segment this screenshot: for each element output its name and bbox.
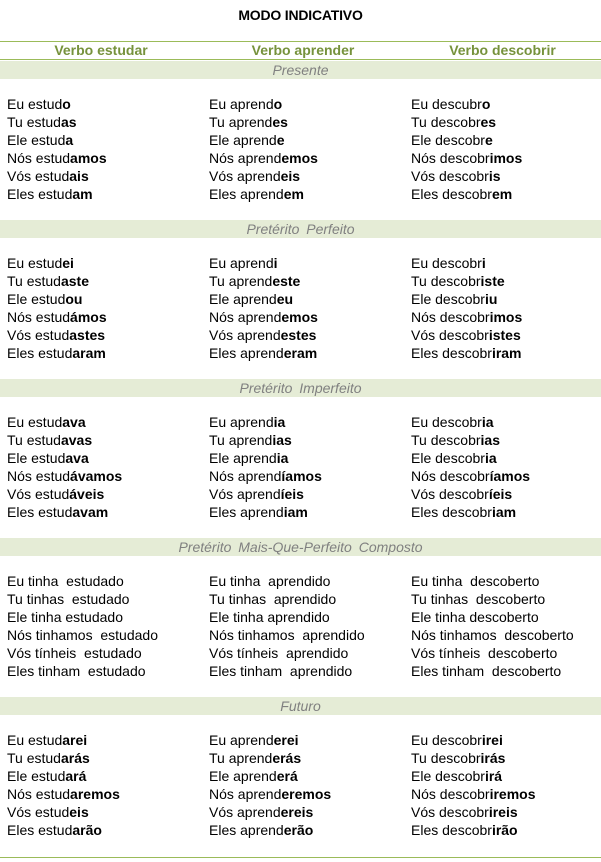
conjugation-row <box>209 272 318 290</box>
verb-stem: Tu aprend <box>209 273 273 289</box>
verb-ending: aram <box>72 345 106 361</box>
verb-stem: Tu descobr <box>411 273 481 289</box>
verb-ending: ias <box>272 432 292 448</box>
tense-section <box>0 379 601 521</box>
verb-stem: Ele descobr <box>411 132 485 148</box>
column-descobrir <box>411 413 530 521</box>
verb-stem: Vós descobr <box>411 168 489 184</box>
verb-stem: Nós tinhamos aprendido <box>209 627 365 643</box>
conjugation-row <box>7 644 158 662</box>
conjugation-row <box>411 113 522 131</box>
conjugation-row <box>7 572 158 590</box>
verb-ending: ámos <box>70 309 107 325</box>
verb-stem: Nós estud <box>7 468 71 484</box>
conjugation-row <box>7 821 120 839</box>
verb-stem: Tu tinhas aprendido <box>209 591 337 607</box>
conjugation-row <box>209 749 331 767</box>
verb-stem: Ele descobr <box>411 768 485 784</box>
verb-ending: erás <box>272 750 302 766</box>
conjugation-row <box>411 644 574 662</box>
conjugation-row <box>209 485 322 503</box>
verb-ending: astes <box>69 327 106 343</box>
conjugation-row <box>411 503 530 521</box>
verb-stem: Ele estud <box>7 132 66 148</box>
conjugation-row <box>209 503 322 521</box>
conjugation-row <box>7 785 120 803</box>
conjugation-row <box>411 326 522 344</box>
tense-band: Futuro <box>0 697 601 715</box>
column-estudar <box>7 572 158 680</box>
conjugation-row <box>411 344 522 362</box>
verb-stem: Nós aprend <box>209 786 282 802</box>
conjugation-row <box>209 590 365 608</box>
conjugation-row <box>209 731 331 749</box>
verb-stem: Ele tinha aprendido <box>209 609 330 625</box>
verb-ending: eu <box>276 291 294 307</box>
header-estudar: Verbo estudar <box>54 42 148 58</box>
page-title: MODO INDICATIVO <box>238 7 363 23</box>
conjugation-row <box>7 167 107 185</box>
verb-stem: Tu aprend <box>209 114 273 130</box>
verb-ending: iste <box>480 273 505 289</box>
conjugation-row <box>411 662 574 680</box>
conjugation-row <box>411 731 536 749</box>
verb-ending: as <box>60 114 77 130</box>
conjugation-row <box>209 131 318 149</box>
verb-ending: arei <box>62 732 88 748</box>
verb-ending: eram <box>283 345 318 361</box>
verb-stem: Eu aprend <box>209 414 274 430</box>
verb-stem: Tu aprend <box>209 750 273 766</box>
verb-stem: Eu aprend <box>209 96 274 112</box>
verb-stem: Eles tinham descoberto <box>411 663 562 679</box>
verb-stem: Tu tinhas descoberto <box>411 591 546 607</box>
verb-ending: avam <box>72 504 109 520</box>
verb-stem: Ele descobr <box>411 291 485 307</box>
verb-ending: e <box>484 132 493 148</box>
verb-stem: Eles descobr <box>411 822 492 838</box>
conjugation-row <box>209 254 318 272</box>
verb-stem: Ele descobr <box>411 450 485 466</box>
verb-stem: Eles estud <box>7 504 73 520</box>
verb-stem: Nós descobr <box>411 786 490 802</box>
conjugation-row <box>7 131 107 149</box>
verb-ending: ia <box>481 414 494 430</box>
conjugation-row <box>209 413 322 431</box>
conjugation-row <box>7 290 107 308</box>
conjugation-row <box>7 149 107 167</box>
column-estudar <box>7 95 107 203</box>
verb-stem: Eu aprend <box>209 255 274 271</box>
verb-ending: áveis <box>69 486 105 502</box>
verb-stem: Nós estud <box>7 309 71 325</box>
verb-ending: ávamos <box>70 468 123 484</box>
conjugation-row <box>7 308 107 326</box>
conjugation-columns <box>0 95 601 203</box>
verb-stem: Tu estud <box>7 750 61 766</box>
verb-ending: istes <box>488 327 521 343</box>
conjugation-row <box>411 308 522 326</box>
conjugation-row <box>7 113 107 131</box>
verb-stem: Eles descobr <box>411 504 492 520</box>
verb-ending: iam <box>491 504 517 520</box>
verb-ending: i <box>273 255 278 271</box>
verb-stem: Eu estud <box>7 96 63 112</box>
verb-stem: Nós aprend <box>209 468 282 484</box>
verb-stem: Ele aprend <box>209 291 277 307</box>
verb-ending: ava <box>62 414 86 430</box>
verb-ending: irá <box>484 768 503 784</box>
conjugation-row <box>7 272 107 290</box>
verb-stem: Ele tinha descoberto <box>411 609 539 625</box>
verb-stem: Tu estud <box>7 273 61 289</box>
verb-stem: Vós aprend <box>209 168 281 184</box>
verb-ending: íeis <box>488 486 513 502</box>
column-aprender <box>209 731 331 839</box>
conjugation-row <box>209 95 318 113</box>
conjugation-row <box>411 413 530 431</box>
tense-band: Pretérito Perfeito <box>0 220 601 238</box>
verb-ending: iram <box>491 345 522 361</box>
conjugation-row <box>7 431 122 449</box>
verb-stem: Eles tinham estudado <box>7 663 146 679</box>
conjugation-row <box>209 662 365 680</box>
verb-stem: Eles estud <box>7 186 73 202</box>
verb-ending: emos <box>281 309 318 325</box>
verb-stem: Nós aprend <box>209 309 282 325</box>
conjugation-row <box>411 449 530 467</box>
verb-stem: Nós tinhamos descoberto <box>411 627 574 643</box>
conjugation-row <box>411 167 522 185</box>
verb-ending: o <box>62 96 71 112</box>
verb-ending: arão <box>72 822 102 838</box>
verb-ending: ias <box>480 432 500 448</box>
verb-stem: Eu estud <box>7 255 63 271</box>
conjugation-row <box>7 344 107 362</box>
conjugation-row <box>209 308 318 326</box>
verb-stem: Ele aprend <box>209 768 277 784</box>
verb-ending: ará <box>65 768 87 784</box>
column-estudar <box>7 731 120 839</box>
verb-ending: ia <box>276 450 289 466</box>
verb-ending: a <box>65 132 74 148</box>
verb-ending: ou <box>65 291 83 307</box>
verb-stem: Vós tínheis descoberto <box>411 645 558 661</box>
verb-stem: Vós estud <box>7 804 70 820</box>
verb-ending: is <box>488 168 501 184</box>
conjugation-row <box>411 95 522 113</box>
conjugation-row <box>209 467 322 485</box>
conjugation-row <box>411 749 536 767</box>
verb-stem: Nós descobr <box>411 468 490 484</box>
verb-ending: íeis <box>280 486 304 502</box>
verb-ending: aremos <box>70 786 120 802</box>
conjugation-row <box>411 290 522 308</box>
conjugation-row <box>209 113 318 131</box>
verb-ending: e <box>276 132 285 148</box>
verb-ending: íamos <box>489 468 531 484</box>
verb-stem: Vós descobr <box>411 804 489 820</box>
conjugation-row <box>7 608 158 626</box>
verb-stem: Tu tinhas estudado <box>7 591 130 607</box>
conjugation-row <box>7 449 122 467</box>
verb-stem: Eu descobr <box>411 732 482 748</box>
tense-band: Pretérito Imperfeito <box>0 379 601 397</box>
column-estudar <box>7 413 122 521</box>
verb-stem: Vós estud <box>7 168 70 184</box>
verb-stem: Eu estud <box>7 414 63 430</box>
tense-band: Presente <box>0 61 601 79</box>
verb-stem: Vós tínheis aprendido <box>209 645 349 661</box>
conjugation-row <box>7 626 158 644</box>
verb-stem: Vós estud <box>7 486 70 502</box>
verb-stem: Vós aprend <box>209 804 281 820</box>
verb-ending: ia <box>484 450 497 466</box>
column-aprender <box>209 254 318 362</box>
verb-stem: Nós estud <box>7 150 71 166</box>
conjugation-row <box>411 572 574 590</box>
conjugation-row <box>209 449 322 467</box>
conjugation-row <box>411 254 522 272</box>
conjugation-row <box>411 185 522 203</box>
conjugation-row <box>411 767 536 785</box>
conjugation-columns <box>0 254 601 362</box>
verb-ending: irei <box>481 732 503 748</box>
verb-ending: eremos <box>281 786 332 802</box>
header-aprender: Verbo aprender <box>251 42 355 58</box>
conjugation-row <box>209 626 365 644</box>
verb-ending: iu <box>484 291 498 307</box>
verb-ending: ia <box>273 414 286 430</box>
column-aprender <box>209 572 365 680</box>
verb-stem: Eles aprend <box>209 186 284 202</box>
conjugation-row <box>411 803 536 821</box>
verb-ending: eis <box>280 168 301 184</box>
conjugation-row <box>411 431 530 449</box>
conjugation-row <box>411 485 530 503</box>
verb-ending: es <box>480 114 497 130</box>
column-aprender <box>209 95 318 203</box>
conjugation-row <box>7 326 107 344</box>
verb-ending: o <box>273 96 283 112</box>
verb-stem: Eu tinha descoberto <box>411 573 540 589</box>
verb-stem: Nós tinhamos estudado <box>7 627 158 643</box>
conjugation-row <box>7 95 107 113</box>
verb-stem: Eu aprend <box>209 732 274 748</box>
conjugation-row <box>7 590 158 608</box>
verb-stem: Eles aprend <box>209 504 284 520</box>
conjugation-row <box>7 254 107 272</box>
verb-stem: Eles aprend <box>209 345 284 361</box>
verb-stem: Eu descubr <box>411 96 482 112</box>
verb-ending: es <box>272 114 288 130</box>
verb-ending: arás <box>60 750 90 766</box>
conjugation-row <box>209 785 331 803</box>
verb-stem: Ele estud <box>7 450 66 466</box>
verb-ending: irão <box>491 822 518 838</box>
conjugation-row <box>7 662 158 680</box>
conjugation-row <box>209 290 318 308</box>
verb-ending: iam <box>283 504 308 520</box>
verb-ending: erá <box>276 768 298 784</box>
header-rule <box>0 59 601 60</box>
column-aprender <box>209 413 322 521</box>
header-descobrir: Verbo descobrir <box>449 42 556 58</box>
conjugation-row <box>411 131 522 149</box>
verb-stem: Nós descobr <box>411 309 490 325</box>
verb-ending: iremos <box>489 786 536 802</box>
verb-stem: Eles estud <box>7 822 73 838</box>
verb-ending: estes <box>280 327 317 343</box>
verb-stem: Eles aprend <box>209 822 284 838</box>
verb-ending: avas <box>60 432 93 448</box>
verb-ending: erei <box>273 732 299 748</box>
conjugation-row <box>209 821 331 839</box>
conjugation-row <box>411 626 574 644</box>
verb-stem: Ele estud <box>7 768 66 784</box>
verb-stem: Ele estud <box>7 291 66 307</box>
verb-ending: emos <box>281 150 318 166</box>
verb-stem: Eu tinha aprendido <box>209 573 331 589</box>
verb-ending: i <box>481 255 486 271</box>
verb-stem: Vós aprend <box>209 486 281 502</box>
verb-stem: Tu descobr <box>411 432 481 448</box>
conjugation-row <box>7 467 122 485</box>
verb-stem: Eles estud <box>7 345 73 361</box>
verb-stem: Eles descobr <box>411 186 492 202</box>
verb-ending: amos <box>70 150 107 166</box>
column-descobrir <box>411 731 536 839</box>
conjugation-row <box>7 731 120 749</box>
conjugation-row <box>209 572 365 590</box>
conjugation-row <box>7 485 122 503</box>
verb-ending: íamos <box>281 468 322 484</box>
verb-ending: ereis <box>280 804 314 820</box>
verb-stem: Tu descobr <box>411 114 481 130</box>
conjugation-row <box>209 344 318 362</box>
tense-section <box>0 61 601 203</box>
conjugation-row <box>209 767 331 785</box>
conjugation-row <box>411 821 536 839</box>
verb-stem: Tu descobr <box>411 750 481 766</box>
column-descobrir <box>411 572 574 680</box>
column-header-row <box>0 42 601 59</box>
conjugation-row <box>7 413 122 431</box>
conjugation-row <box>7 749 120 767</box>
verb-stem: Tu estud <box>7 432 61 448</box>
verb-stem: Eu estud <box>7 732 63 748</box>
verb-stem: Vós descobr <box>411 486 489 502</box>
verb-ending: eis <box>69 804 89 820</box>
conjugation-row <box>209 803 331 821</box>
tense-section <box>0 697 601 839</box>
conjugation-row <box>209 431 322 449</box>
verb-ending: am <box>72 186 93 202</box>
verb-stem: Nós descobr <box>411 150 490 166</box>
conjugation-row <box>411 785 536 803</box>
conjugation-row <box>411 149 522 167</box>
verb-stem: Tu estud <box>7 114 61 130</box>
verb-stem: Vós aprend <box>209 327 281 343</box>
conjugation-row <box>7 803 120 821</box>
verb-stem: Nós estud <box>7 786 71 802</box>
conjugation-row <box>209 608 365 626</box>
verb-stem: Eles descobr <box>411 345 492 361</box>
verb-stem: Ele tinha estudado <box>7 609 123 625</box>
verb-ending: irás <box>480 750 506 766</box>
verb-stem: Vós tínheis estudado <box>7 645 142 661</box>
verb-stem: Nós aprend <box>209 150 282 166</box>
verb-stem: Eles tinham aprendido <box>209 663 353 679</box>
verb-ending: em <box>283 186 304 202</box>
conjugation-columns <box>0 731 601 839</box>
verb-ending: imos <box>489 309 523 325</box>
verb-ending: o <box>481 96 491 112</box>
conjugation-columns <box>0 413 601 521</box>
verb-stem: Eu descobr <box>411 414 482 430</box>
verb-stem: Ele aprend <box>209 132 277 148</box>
verb-ending: aste <box>60 273 89 289</box>
verb-ending: ais <box>69 168 89 184</box>
conjugation-row <box>209 644 365 662</box>
conjugation-row <box>209 185 318 203</box>
verb-stem: Vós descobr <box>411 327 489 343</box>
verb-ending: imos <box>489 150 523 166</box>
column-descobrir <box>411 95 522 203</box>
tense-section <box>0 538 601 680</box>
verb-stem: Vós estud <box>7 327 70 343</box>
column-descobrir <box>411 254 522 362</box>
bottom-rule <box>0 857 601 858</box>
verb-ending: ei <box>62 255 74 271</box>
tense-band: Pretérito Mais-Que-Perfeito Composto <box>0 538 601 556</box>
verb-ending: erão <box>283 822 314 838</box>
conjugation-row <box>411 590 574 608</box>
conjugation-row <box>411 608 574 626</box>
conjugation-row <box>7 185 107 203</box>
verb-ending: em <box>491 186 513 202</box>
verb-ending: ireis <box>488 804 518 820</box>
verb-ending: este <box>272 273 301 289</box>
column-estudar <box>7 254 107 362</box>
verb-stem: Tu aprend <box>209 432 273 448</box>
conjugation-row <box>209 167 318 185</box>
verb-stem: Eu descobr <box>411 255 482 271</box>
conjugation-row <box>209 149 318 167</box>
verb-ending: ava <box>65 450 89 466</box>
conjugation-row <box>7 503 122 521</box>
conjugation-row <box>411 467 530 485</box>
tense-section <box>0 220 601 362</box>
conjugation-columns <box>0 572 601 680</box>
conjugation-row <box>7 767 120 785</box>
verb-stem: Ele aprend <box>209 450 277 466</box>
conjugation-row <box>209 326 318 344</box>
verb-stem: Eu tinha estudado <box>7 573 124 589</box>
conjugation-row <box>411 272 522 290</box>
